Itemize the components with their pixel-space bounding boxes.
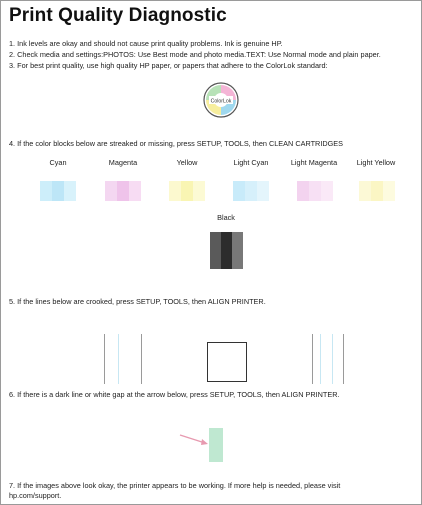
support-link[interactable]: hp.com/support. — [9, 491, 62, 500]
step-5-text: 5. If the lines below are crooked, press SETUP, TOOLS, then ALIGN PRINTER. — [9, 297, 266, 306]
alignment-test-block — [209, 428, 223, 462]
step-6-text: 6. If there is a dark line or white gap at the arrow below, press SETUP, TOOLS, then ALIGN PRINTER. — [9, 390, 340, 399]
label-black: Black — [217, 213, 235, 222]
label-light-magenta: Light Magenta — [290, 158, 338, 167]
alignment-lines-right — [312, 334, 347, 384]
note-2: 2. Check media and settings:PHOTOS: Use Best mode and photo media.TEXT: Use Normal mode and plain paper. — [9, 50, 381, 59]
color-block-light-yellow — [359, 181, 395, 201]
note-3: 3. For best print quality, use high quality HP paper, or papers that adhere to the ColorLok standard: — [9, 61, 328, 70]
color-block-black — [210, 232, 243, 269]
label-cyan: Cyan — [49, 158, 67, 167]
color-block-light-magenta — [297, 181, 333, 201]
label-light-cyan: Light Cyan — [233, 158, 269, 167]
alignment-lines-left — [104, 334, 144, 384]
arrow-icon — [178, 432, 210, 448]
logo-text: ColorLok — [210, 98, 232, 105]
page-title: Print Quality Diagnostic — [9, 5, 227, 26]
color-block-magenta — [105, 181, 141, 201]
label-light-yellow: Light Yellow — [356, 158, 396, 167]
note-1: 1. Ink levels are okay and should not cause print quality problems. Ink is genuine HP. — [9, 39, 283, 48]
color-block-light-cyan — [233, 181, 269, 201]
color-block-cyan — [40, 181, 76, 201]
step-7-text: 7. If the images above look okay, the printer appears to be working. If more help is needed, please visit — [9, 481, 341, 490]
step-4-text: 4. If the color blocks below are streaked or missing, press SETUP, TOOLS, then CLEAN CARTRIDGES — [9, 139, 344, 148]
label-magenta: Magenta — [108, 158, 138, 167]
colorlok-logo-icon — [202, 81, 240, 119]
color-block-yellow — [169, 181, 205, 201]
label-yellow: Yellow — [176, 158, 198, 167]
alignment-box — [207, 342, 247, 382]
